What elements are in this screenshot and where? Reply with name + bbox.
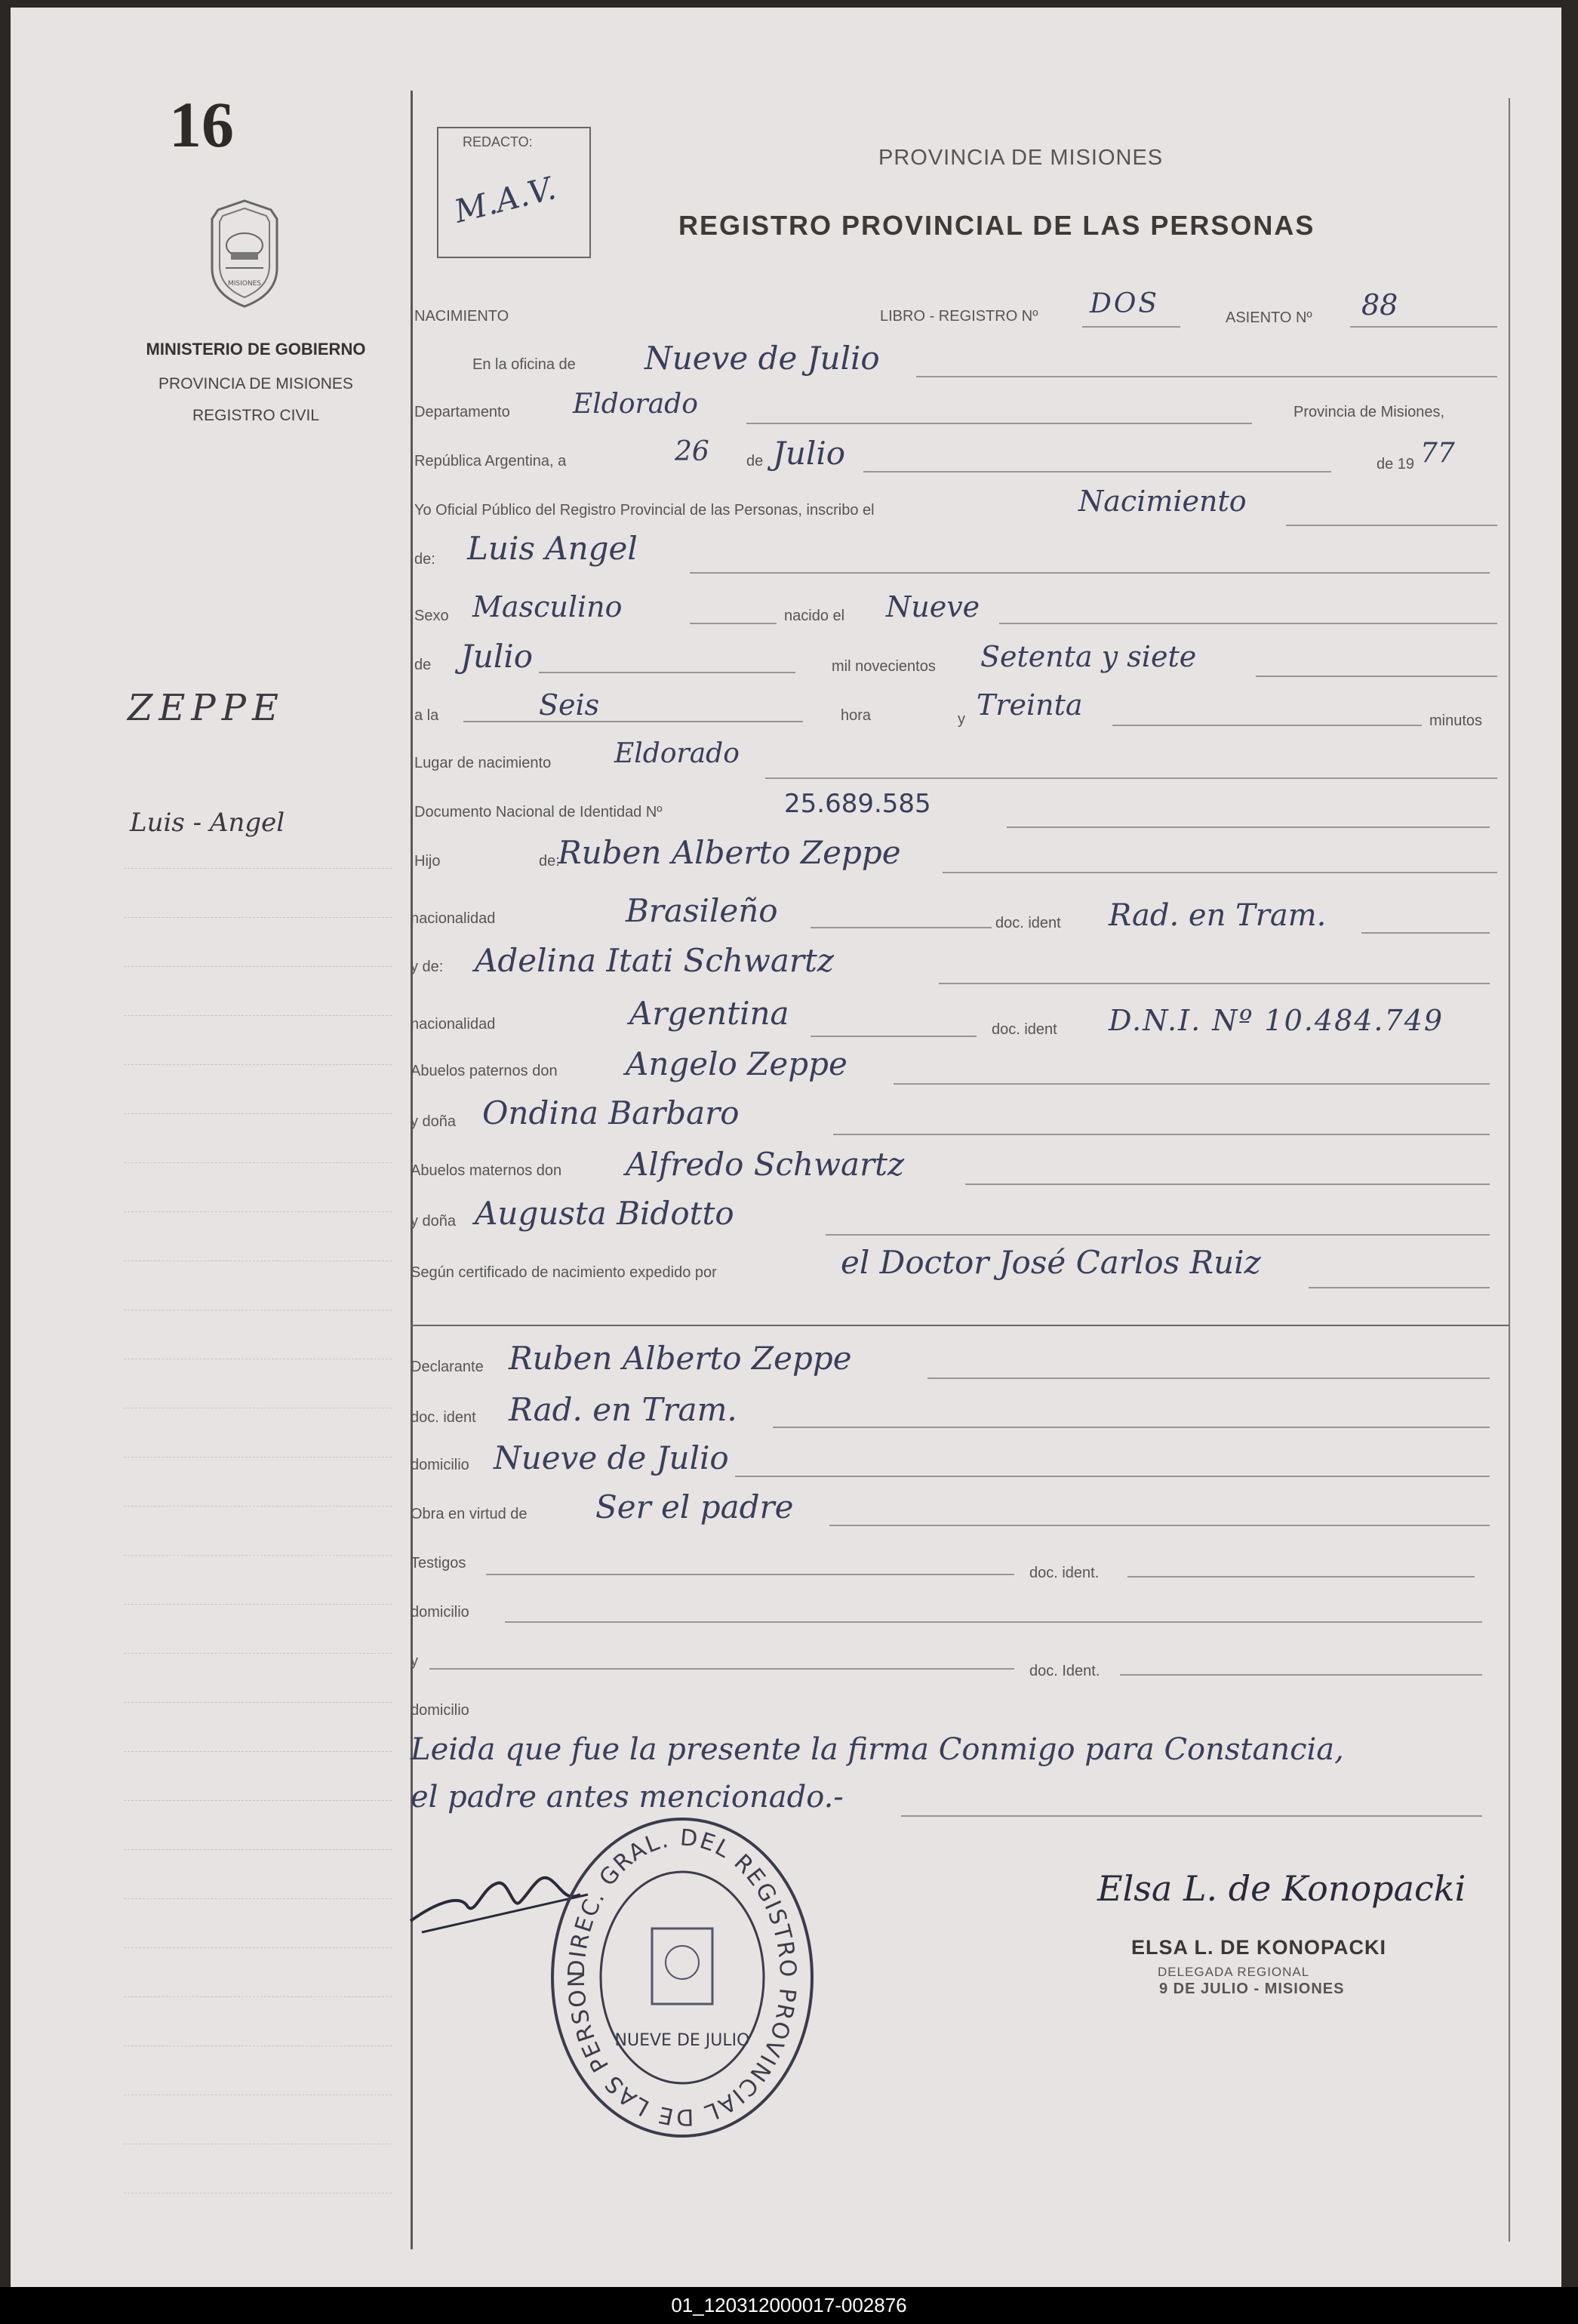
obra-value: Ser el padre (595, 1488, 794, 1525)
minutos-line (1112, 725, 1422, 726)
nac2-label: nacionalidad (411, 1016, 496, 1033)
segun-line (1309, 1287, 1490, 1288)
redacto-label: REDACTO: (463, 134, 533, 149)
de-label: de (746, 453, 764, 469)
declarante-value: Ruben Alberto Zeppe (509, 1340, 852, 1377)
domicilio3-label: domicilio (411, 1702, 469, 1719)
y-label: y (958, 711, 965, 728)
right-border (1509, 98, 1510, 2242)
provincia-label: Provincia de Misiones, (1293, 404, 1445, 420)
ala-label: a la (414, 707, 439, 724)
hijo-suffix: de: (539, 853, 560, 870)
oficial-line (1286, 525, 1497, 526)
mil-label: mil novecientos (832, 658, 936, 675)
segun-value: el Doctor José Carlos Ruiz (841, 1244, 1261, 1281)
nacido-label: nacido el (784, 608, 845, 624)
nacimiento-label: NACIMIENTO (414, 308, 509, 325)
ministry-province: PROVINCIA DE MISIONES (158, 375, 353, 392)
official-signature: Elsa L. de Konopacki (1097, 1868, 1466, 1909)
nac-madre-value: Argentina (629, 995, 789, 1032)
sexo-line (690, 623, 777, 624)
padre-value: Ruben Alberto Zeppe (558, 834, 901, 871)
official-title: DELEGADA REGIONAL (1158, 1965, 1310, 1979)
departamento-value: Eldorado (573, 389, 698, 420)
hora-line (463, 721, 803, 722)
obra-label: Obra en virtud de (411, 1506, 528, 1522)
sexo-label: Sexo (414, 608, 449, 624)
month-line (863, 471, 1331, 472)
ab-mat-line (965, 1184, 1490, 1185)
testigos-label: Testigos (411, 1555, 466, 1571)
doc-ident2-label: doc. ident (992, 1021, 1057, 1038)
libro-value: DOS (1090, 288, 1160, 319)
madre-line (939, 983, 1490, 984)
domicilio-label: domicilio (411, 1457, 469, 1473)
ab-pat-dona-value: Ondina Barbaro (482, 1094, 740, 1131)
ab-mat-value: Alfredo Schwartz (626, 1146, 905, 1183)
remarks-line (901, 1815, 1482, 1817)
declarante-label: Declarante (411, 1359, 484, 1375)
ministry-registry: REGISTRO CIVIL (192, 407, 320, 424)
doc-decl-value: Rad. en Tram. (509, 1391, 737, 1428)
seal-text: MISIONES (227, 280, 262, 288)
header-province: PROVINCIA DE MISIONES (878, 146, 1164, 170)
mil-line (1256, 676, 1497, 677)
ydona2-label: y doña (411, 1213, 457, 1230)
segun-label: Según certificado de nacimiento expedido por (411, 1264, 717, 1281)
doc-t1-label: doc. ident. (1029, 1565, 1100, 1581)
official-name: ELSA L. DE KONOPACKI (1131, 1936, 1387, 1959)
de2-label: de (414, 657, 432, 673)
year-label: de 19 (1377, 456, 1415, 472)
nac-padre-value: Brasileño (626, 892, 778, 929)
official-office: 9 DE JULIO - MISIONES (1159, 1981, 1345, 1997)
domicilio-value: Nueve de Julio (494, 1439, 729, 1476)
nacido-value: Nueve (886, 590, 980, 623)
minutos-value: Treinta (977, 688, 1083, 722)
hijo-label: Hijo (414, 853, 441, 870)
page-number: 16 (169, 88, 234, 161)
doc-t2-line (1120, 1674, 1482, 1676)
lugar-label: Lugar de nacimiento (414, 755, 552, 771)
header-registry: REGISTRO PROVINCIAL DE LAS PERSONAS (678, 210, 1315, 241)
minutos-label: minutos (1429, 713, 1483, 729)
nombre-value: Luis Angel (467, 530, 638, 567)
remarks-line2: el padre antes mencionado.- (411, 1780, 844, 1815)
margin-given-names: Luis - Angel (130, 808, 285, 838)
asiento-line (1350, 326, 1497, 328)
nac-madre-line (811, 1036, 977, 1037)
stamp-inner-text: NUEVE DE JULIO (614, 2031, 750, 2050)
domicilio2-label: domicilio (411, 1604, 469, 1621)
ab-pat-label: Abuelos paternos don (411, 1063, 558, 1079)
asiento-value: 88 (1361, 288, 1398, 322)
registry-stamp (546, 1815, 818, 2140)
redacto-box (437, 127, 591, 258)
dni-line (1007, 826, 1490, 828)
y2-label: y (411, 1653, 418, 1670)
doc-decl-label: doc. ident (411, 1409, 476, 1426)
margin-ruled-lines (124, 868, 392, 2249)
obra-line (829, 1525, 1490, 1526)
doc-padre-value: Rad. en Tram. (1109, 898, 1327, 933)
doc-t1-line (1127, 1576, 1475, 1578)
document-page (11, 8, 1561, 2287)
section-separator (411, 1325, 1509, 1326)
margin-surname: ZEPPE (128, 687, 285, 729)
libro-line (1082, 326, 1180, 328)
nac-padre-line (811, 927, 992, 928)
footer-image-id: 01_120312000017-002876 (0, 2287, 1578, 2324)
doc-decl-line (773, 1427, 1490, 1428)
day-value: 26 (675, 436, 709, 467)
mes-value: Julio (460, 638, 534, 675)
domicilio-line (735, 1476, 1490, 1477)
remarks-line1: Leida que fue la presente la firma Conmigo para Constancia, (411, 1732, 1344, 1767)
yde-label: y de: (411, 959, 444, 975)
ydona-label: y doña (411, 1113, 457, 1130)
month-value: Julio (773, 435, 846, 472)
de-nombre-label: de: (414, 551, 435, 568)
sexo-value: Masculino (472, 590, 623, 623)
redacto-initials: M.A.V. (451, 169, 560, 230)
oficina-label: En la oficina de (472, 356, 576, 373)
padre-line (943, 872, 1497, 873)
dni-label: Documento Nacional de Identidad Nº (414, 804, 663, 820)
coat-of-arms-icon (203, 196, 286, 309)
declarante-line (927, 1377, 1490, 1379)
dni-value: 25.689.585 (784, 789, 931, 819)
nombre-line (690, 572, 1490, 574)
ab-pat-line (894, 1083, 1490, 1085)
stamp-outer-text: DIREC. GRAL. DEL REGISTRO PROVINCIAL DE LAS PERSON (563, 1824, 801, 2131)
year-value: 77 (1420, 438, 1455, 469)
lugar-line (765, 777, 1497, 779)
asiento-label: ASIENTO Nº (1226, 309, 1312, 326)
testigos-line (486, 1574, 1014, 1575)
ministry-title: MINISTERIO DE GOBIERNO (146, 340, 366, 359)
hora-label: hora (841, 707, 872, 724)
oficial-value: Nacimiento (1078, 485, 1247, 518)
departamento-label: Departamento (414, 404, 510, 420)
ab-pat-value: Angelo Zeppe (626, 1045, 847, 1082)
republica-label: República Argentina, a (414, 453, 567, 469)
ab-mat-dona-line (826, 1234, 1490, 1236)
nacido-line (999, 623, 1497, 624)
y2-line (429, 1668, 1014, 1670)
mil-value: Setenta y siete (980, 640, 1197, 673)
doc-ident-label: doc. ident (995, 915, 1061, 931)
madre-value: Adelina Itati Schwartz (475, 942, 834, 979)
doc-madre-value: D.N.I. Nº 10.484.749 (1109, 1004, 1444, 1037)
domicilio2-line (505, 1621, 1482, 1623)
departamento-line (746, 423, 1252, 424)
libro-label: LIBRO - REGISTRO Nº (880, 308, 1038, 325)
ab-pat-dona-line (833, 1134, 1490, 1135)
ab-mat-label: Abuelos maternos don (411, 1162, 562, 1179)
mes-line (539, 672, 795, 673)
doc-t2-label: doc. Ident. (1029, 1663, 1100, 1679)
nac-label: nacionalidad (411, 910, 496, 927)
hora-value: Seis (539, 688, 600, 722)
lugar-value: Eldorado (614, 738, 740, 769)
ab-mat-dona-value: Augusta Bidotto (475, 1195, 734, 1232)
doc-padre-line (1361, 932, 1490, 934)
oficina-line (916, 376, 1497, 377)
oficina-value: Nueve de Julio (644, 340, 880, 377)
oficial-label: Yo Oficial Público del Registro Provincial de las Personas, inscribo el (414, 502, 875, 519)
